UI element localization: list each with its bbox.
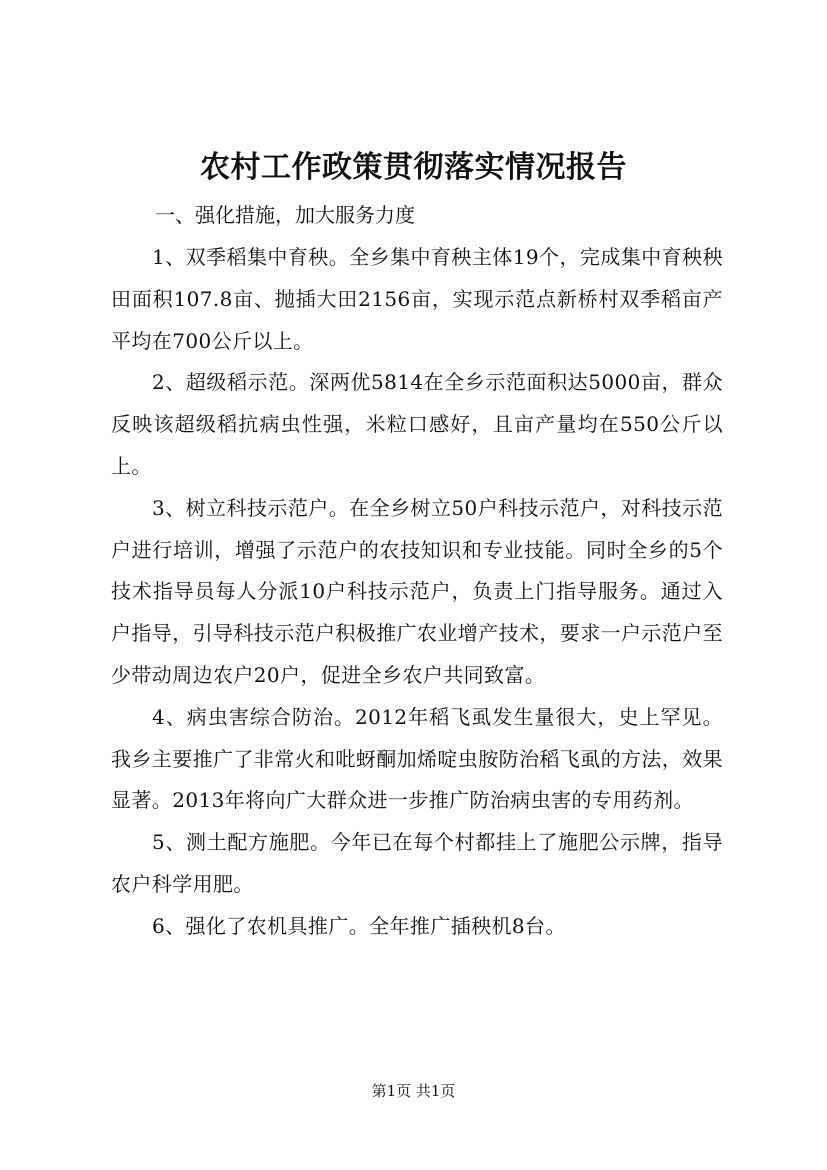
paragraph-demonstration-households: 3、树立科技示范户。在全乡树立50户科技示范户，对科技示范户进行培训，增强了示范户的农技知识和专业技能。同时全乡的5个技术指导员每人分派10户科技示范户，负责上门指导服务。通过入户指导，引导科技示范户积极推广农业增产技术，要求一户示范户至少带动周边农户20户，促进全乡农户共同致富。 xyxy=(111,495,723,687)
paragraph-super-rice: 2、超级稻示范。深两优5814在全乡示范面积达5000亩，群众反映该超级稻抗病虫性强，米粒口感好，且亩产量均在550公斤以上。 xyxy=(111,370,723,478)
paragraph-soil-fertilizer: 5、测土配方施肥。今年已在每个村都挂上了施肥公示牌，指导农户科学用肥。 xyxy=(111,830,723,896)
document-title: 农村工作政策贯彻落实情况报告 xyxy=(200,150,627,185)
paragraph-farm-machinery: 6、强化了农机具推广。全年推广插秧机8台。 xyxy=(152,913,566,938)
page-number-footer: 第1页 共1页 xyxy=(371,1082,456,1100)
document-body xyxy=(111,237,723,948)
paragraph-pest-control: 4、病虫害综合防治。2012年稻飞虱发生量很大，史上罕见。我乡主要推广了非常火和吡蚜酮加烯啶虫胺防治稻飞虱的方法，效果显著。2013年将向广大群众进一步推广防治病虫害的专用药剂。 xyxy=(111,704,723,813)
section-heading: 一、强化措施，加大服务力度 xyxy=(155,203,415,227)
paragraph-rice-seedling: 1、双季稻集中育秧。全乡集中育秧主体19个，完成集中育秧秧田面积107.8亩、抛插大田2156亩，实现示范点新桥村双季稻亩产平均在700公斤以上。 xyxy=(111,245,723,353)
